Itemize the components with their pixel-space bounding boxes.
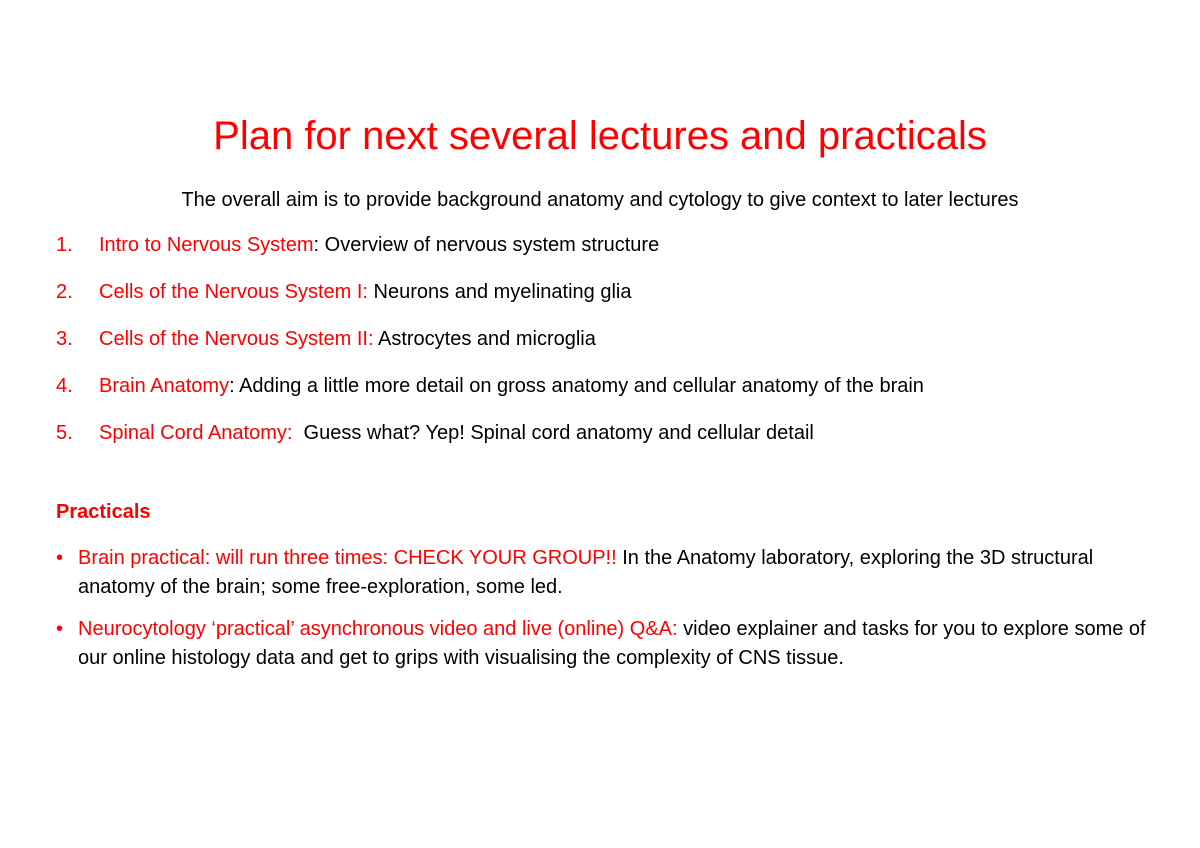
bullet-icon: • (56, 547, 64, 569)
lecture-item-2 (56, 278, 1156, 306)
practical-text: video explainer and tasks for you to explore some of our online histology data and get to grips with visualising the complexity of CNS tissue. (78, 618, 1146, 669)
slide-subtitle: The overall aim is to provide background anatomy and cytology to give context to later lectures (181, 189, 1019, 211)
lecture-list (56, 231, 1156, 466)
practicals-list (56, 544, 1146, 686)
lecture-title: Intro to Nervous System (99, 234, 314, 256)
lecture-item-4 (56, 372, 1156, 400)
lecture-description: Neurons and myelinating glia (367, 281, 632, 303)
lecture-title: Cells of the Nervous System II: (99, 328, 374, 350)
practical-item-brain (56, 544, 1146, 602)
lecture-description: : Overview of nervous system structure (313, 234, 660, 256)
practical-item-neurocytology (56, 615, 1146, 673)
practical-text: In the Anatomy laboratory, exploring the 3D structural anatomy of the brain; some free-exploration, some led. (78, 547, 1094, 598)
lecture-number: 4. (56, 375, 73, 397)
lecture-title: Cells of the Nervous System I: (99, 281, 368, 303)
lecture-number: 3. (56, 328, 73, 350)
lecture-number: 5. (56, 422, 73, 444)
lecture-item-5 (56, 419, 1156, 447)
lecture-item-3 (56, 325, 1156, 353)
lecture-description: Guess what? Yep! Spinal cord anatomy and cellular detail (292, 422, 814, 444)
practicals-heading: Practicals (56, 501, 151, 523)
lecture-description: Astrocytes and microglia (373, 328, 596, 350)
bullet-icon: • (56, 618, 64, 640)
practical-highlight: Neurocytology ‘practical’ asynchronous video and live (online) Q&A: (78, 618, 678, 640)
lecture-item-1 (56, 231, 1156, 259)
lecture-number: 1. (56, 234, 73, 256)
lecture-description: : Adding a little more detail on gross anatomy and cellular anatomy of the brain (229, 375, 924, 397)
practical-highlight: Brain practical: will run three times: CHECK YOUR GROUP!! (78, 547, 617, 569)
lecture-title: Spinal Cord Anatomy: (99, 422, 293, 444)
lecture-title: Brain Anatomy (99, 375, 230, 397)
lecture-number: 2. (56, 281, 73, 303)
slide-title: Plan for next several lectures and practicals (213, 114, 987, 158)
